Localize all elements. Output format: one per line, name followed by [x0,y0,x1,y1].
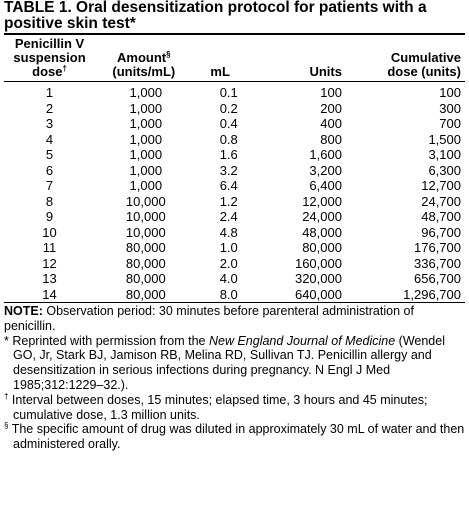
cell-ml: 8.0 [219,286,238,302]
cell-dose: 9 [45,209,54,224]
cell-amount: 10,000 [125,193,166,209]
cell-amount: 1,000 [129,178,163,193]
cell-units: 640,000 [294,286,342,302]
cell-units: 80,000 [302,240,342,255]
cell-amount: 80,000 [125,271,166,286]
cell-ml: 0.2 [219,100,238,116]
cell-amount: 1,000 [129,100,163,116]
table-row [4,240,465,256]
cell-dose: 4 [45,131,54,147]
cell-amount: 1,000 [129,85,163,100]
cell-cumulative: 3,100 [428,147,461,162]
cell-cumulative: 1,296,700 [403,286,461,302]
header-ml: mL [210,64,230,79]
cell-cumulative: 176,700 [414,240,461,255]
cell-dose: 3 [45,116,54,131]
cell-units: 1,600 [309,147,342,162]
table-row [4,287,465,303]
table-title: TABLE 1. Oral desensitization protocol for patients with a positive skin test* [4,0,427,32]
table-row [4,256,465,272]
cell-amount: 10,000 [125,224,166,240]
cell-dose: 11 [42,240,57,255]
cell-ml: 3.2 [219,162,238,178]
table-row [4,271,465,287]
cell-dose: 5 [45,147,54,162]
cell-ml: 4.8 [219,224,238,240]
cell-cumulative: 700 [439,116,461,131]
cell-ml: 1.0 [219,240,238,255]
cell-ml: 4.0 [219,271,238,286]
cell-amount: 80,000 [125,286,166,302]
cell-dose: 14 [42,286,57,302]
cell-amount: 1,000 [129,116,163,131]
cell-ml: 0.4 [219,116,238,131]
cell-cumulative: 1,500 [428,131,461,147]
cell-units: 48,000 [302,224,342,240]
cell-ml: 2.0 [219,255,238,271]
header-amount: Amount§ (units/mL) [112,50,176,79]
cell-ml: 0.8 [219,131,238,147]
table-row [4,209,465,225]
cell-ml: 0.1 [219,85,238,100]
table-row [4,132,465,148]
cell-units: 12,000 [302,193,342,209]
footnotes [4,304,465,452]
cell-cumulative: 336,700 [414,255,461,271]
cell-ml: 6.4 [219,178,238,193]
table-row [4,116,465,132]
cell-amount: 10,000 [125,209,166,224]
cell-ml: 1.6 [219,147,238,162]
cell-cumulative: 24,700 [421,193,461,209]
cell-dose: 8 [45,193,54,209]
table-row [4,225,465,241]
footnote-dilution: § The specific amount of drug was diluted in approximately 30 mL of water and then administered orally. [4,421,465,452]
footnote-interval: † Interval between doses, 15 minutes; elapsed time, 3 hours and 45 minutes; cumulative dose, 1.3 million units. [4,391,428,422]
footnote-reprint: * Reprinted with permission from the New England Journal of Medicine (Wendel GO, Jr, Stark BJ, Jamison RB, Melina RD, Sullivan TJ. Penicillin allergy and desensitization in serious infections during pregnancy. N Engl J Med 1985;312:1229–32.). [4,333,445,392]
table-row [4,147,465,163]
header-dose: Penicillin V suspension dose† [13,36,86,79]
cell-dose: 6 [45,162,54,178]
cell-units: 100 [320,85,342,100]
table-row [4,194,465,210]
cell-cumulative: 96,700 [421,224,461,240]
cell-cumulative: 656,700 [414,271,461,286]
cell-dose: 7 [45,178,54,193]
cell-units: 400 [320,116,342,131]
cell-units: 800 [320,131,342,147]
cell-cumulative: 12,700 [421,178,461,193]
cell-amount: 1,000 [129,131,163,147]
cell-units: 24,000 [302,209,342,224]
cell-dose: 12 [42,255,57,271]
table-figure [4,0,465,452]
cell-cumulative: 300 [439,100,461,116]
header-row [4,35,465,81]
cell-amount: 1,000 [129,162,163,178]
cell-amount: 1,000 [129,147,163,162]
cell-cumulative: 100 [439,85,461,100]
table-row [4,101,465,117]
header-units: Units [309,64,342,79]
cell-amount: 80,000 [125,255,166,271]
cell-units: 3,200 [309,162,342,178]
cell-dose: 1 [45,85,54,100]
table-row [4,82,465,101]
cell-units: 200 [320,100,342,116]
cell-dose: 10 [42,224,57,240]
header-cumulative: Cumulative dose (units) [387,50,461,79]
bottom-rule [4,302,465,303]
cell-units: 6,400 [309,178,342,193]
cell-units: 320,000 [294,271,342,286]
cell-ml: 1.2 [219,193,238,209]
cell-cumulative: 48,700 [421,209,461,224]
note-observation: NOTE: Observation period: 30 minutes before parenteral administration of penicillin. [4,304,414,333]
table-row [4,178,465,194]
cell-cumulative: 6,300 [428,162,461,178]
cell-units: 160,000 [294,255,342,271]
cell-ml: 2.4 [219,209,238,224]
cell-dose: 13 [42,271,57,286]
cell-dose: 2 [45,100,54,116]
cell-amount: 80,000 [125,240,166,255]
table-row [4,163,465,179]
desensitization-table [4,35,465,302]
